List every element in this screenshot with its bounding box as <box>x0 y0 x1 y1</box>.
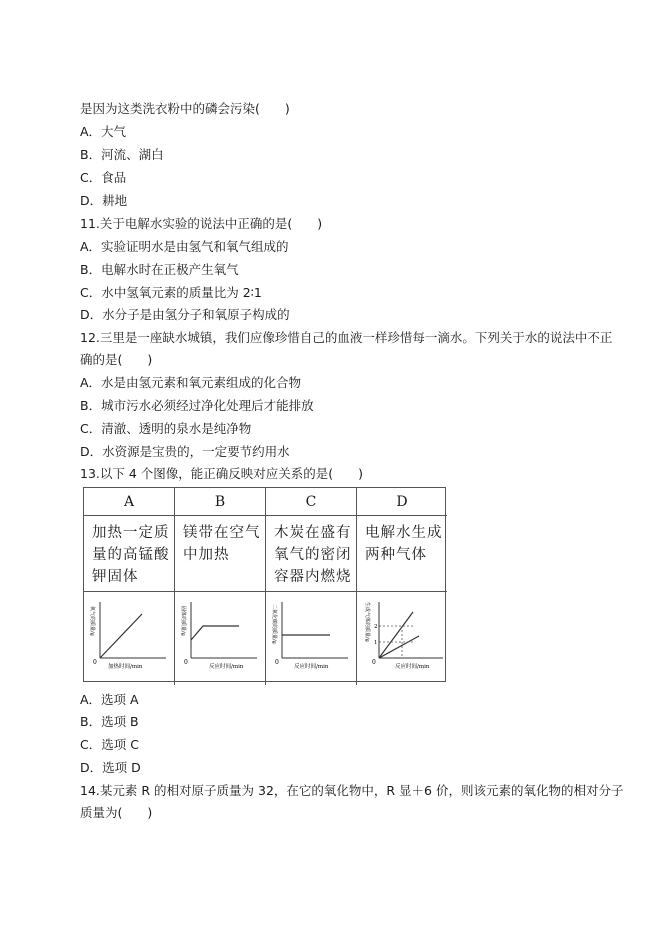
q12-option-a: A．水是由氢元素和氧元素组成的化合物 <box>80 375 302 390</box>
graph-b-xlabel: 反应时间/min <box>209 664 244 670</box>
q12-option-d: D．水资源是宝贵的，一定要节约用水 <box>80 444 290 459</box>
question-12: 12.三里是一座缺水城镇，我们应像珍惜自己的血液一样珍惜每一滴水。下列关于水的说法中不正 <box>80 330 613 345</box>
graph-b-origin: 0 <box>184 659 188 666</box>
graph-c-ylabel: 二氧化碳的质量/g <box>271 604 277 644</box>
graph-d-curve-h2 <box>379 612 413 658</box>
graph-d-tick-lo: 1 <box>374 640 378 646</box>
q11-option-a: A．实验证明水是由氢气和氧气组成的 <box>80 239 289 254</box>
question-14-cont: 质量为( ) <box>80 805 153 820</box>
q11-option-d: D．水分子是由氢分子和氧原子构成的 <box>80 307 290 322</box>
graph-b-curve <box>191 626 239 640</box>
graph-a <box>84 592 175 685</box>
table-desc-c: 木炭在盛有氧气的密闭容器内燃烧 <box>266 516 357 592</box>
graph-a-curve <box>100 614 142 658</box>
graph-d-ylabel: 生成气体的质量/g <box>364 602 370 642</box>
table-desc-d: 电解水生成两种气体 <box>357 516 447 592</box>
q10-option-d: D．耕地 <box>80 193 128 208</box>
graph-d-xlabel: 反应时间/min <box>395 664 430 670</box>
q11-option-b: B．电解水时在正极产生氧气 <box>80 262 239 277</box>
question-13: 13.以下 4 个图像，能正确反映对应关系的是( ) <box>80 466 364 481</box>
graph-b-ylabel: 固体的质量/g <box>180 606 186 636</box>
q10-option-c: C．食品 <box>80 170 127 185</box>
table-desc-a: 加热一定质量的高锰酸钾固体 <box>84 516 175 592</box>
question-14: 14.某元素 R 的相对原子质量为 32，在它的氧化物中，R 显＋6 价，则该元素的氧化物的相对分子 <box>80 783 624 798</box>
q11-option-c: C．水中氢氧元素的质量比为 2∶1 <box>80 285 262 300</box>
q10-option-b: B．河流、湖白 <box>80 147 164 162</box>
question-11: 11.关于电解水实验的说法中正确的是( ) <box>80 216 323 231</box>
intro-line: 是因为这类洗衣粉中的磷会污染( ) <box>80 101 290 116</box>
table-header-d: D <box>357 488 447 516</box>
graph-d <box>357 592 447 685</box>
graph-d-curve-o2 <box>379 636 419 658</box>
table-header-a: A <box>84 488 175 516</box>
q10-option-a: A．大气 <box>80 124 127 139</box>
q13-option-c: C．选项 C <box>80 737 139 752</box>
graph-a-origin: 0 <box>93 659 97 666</box>
question-12-cont: 确的是( ) <box>80 352 153 367</box>
graph-d-tick-hi: 2 <box>374 624 378 630</box>
graph-a-ylabel: 氧气的质量/g <box>89 606 95 636</box>
q12-option-c: C．清澈、透明的泉水是纯净物 <box>80 421 252 436</box>
graph-d-origin: 0 <box>372 659 376 666</box>
graph-c <box>266 592 357 685</box>
table-desc-b: 镁带在空气中加热 <box>175 516 266 592</box>
graph-a-xlabel: 加热时间/min <box>108 664 143 670</box>
q13-option-d: D．选项 D <box>80 760 141 775</box>
graph-c-xlabel: 反应时间/min <box>294 664 329 670</box>
graph-c-origin: 0 <box>275 659 279 666</box>
q13-option-a: A．选项 A <box>80 692 139 707</box>
q12-option-b: B．城市污水必须经过净化处理后才能排放 <box>80 398 314 413</box>
table-header-b: B <box>175 488 266 516</box>
graph-b <box>175 592 266 685</box>
q13-figure-table <box>83 487 446 682</box>
q13-option-b: B．选项 B <box>80 714 139 729</box>
table-header-c: C <box>266 488 357 516</box>
